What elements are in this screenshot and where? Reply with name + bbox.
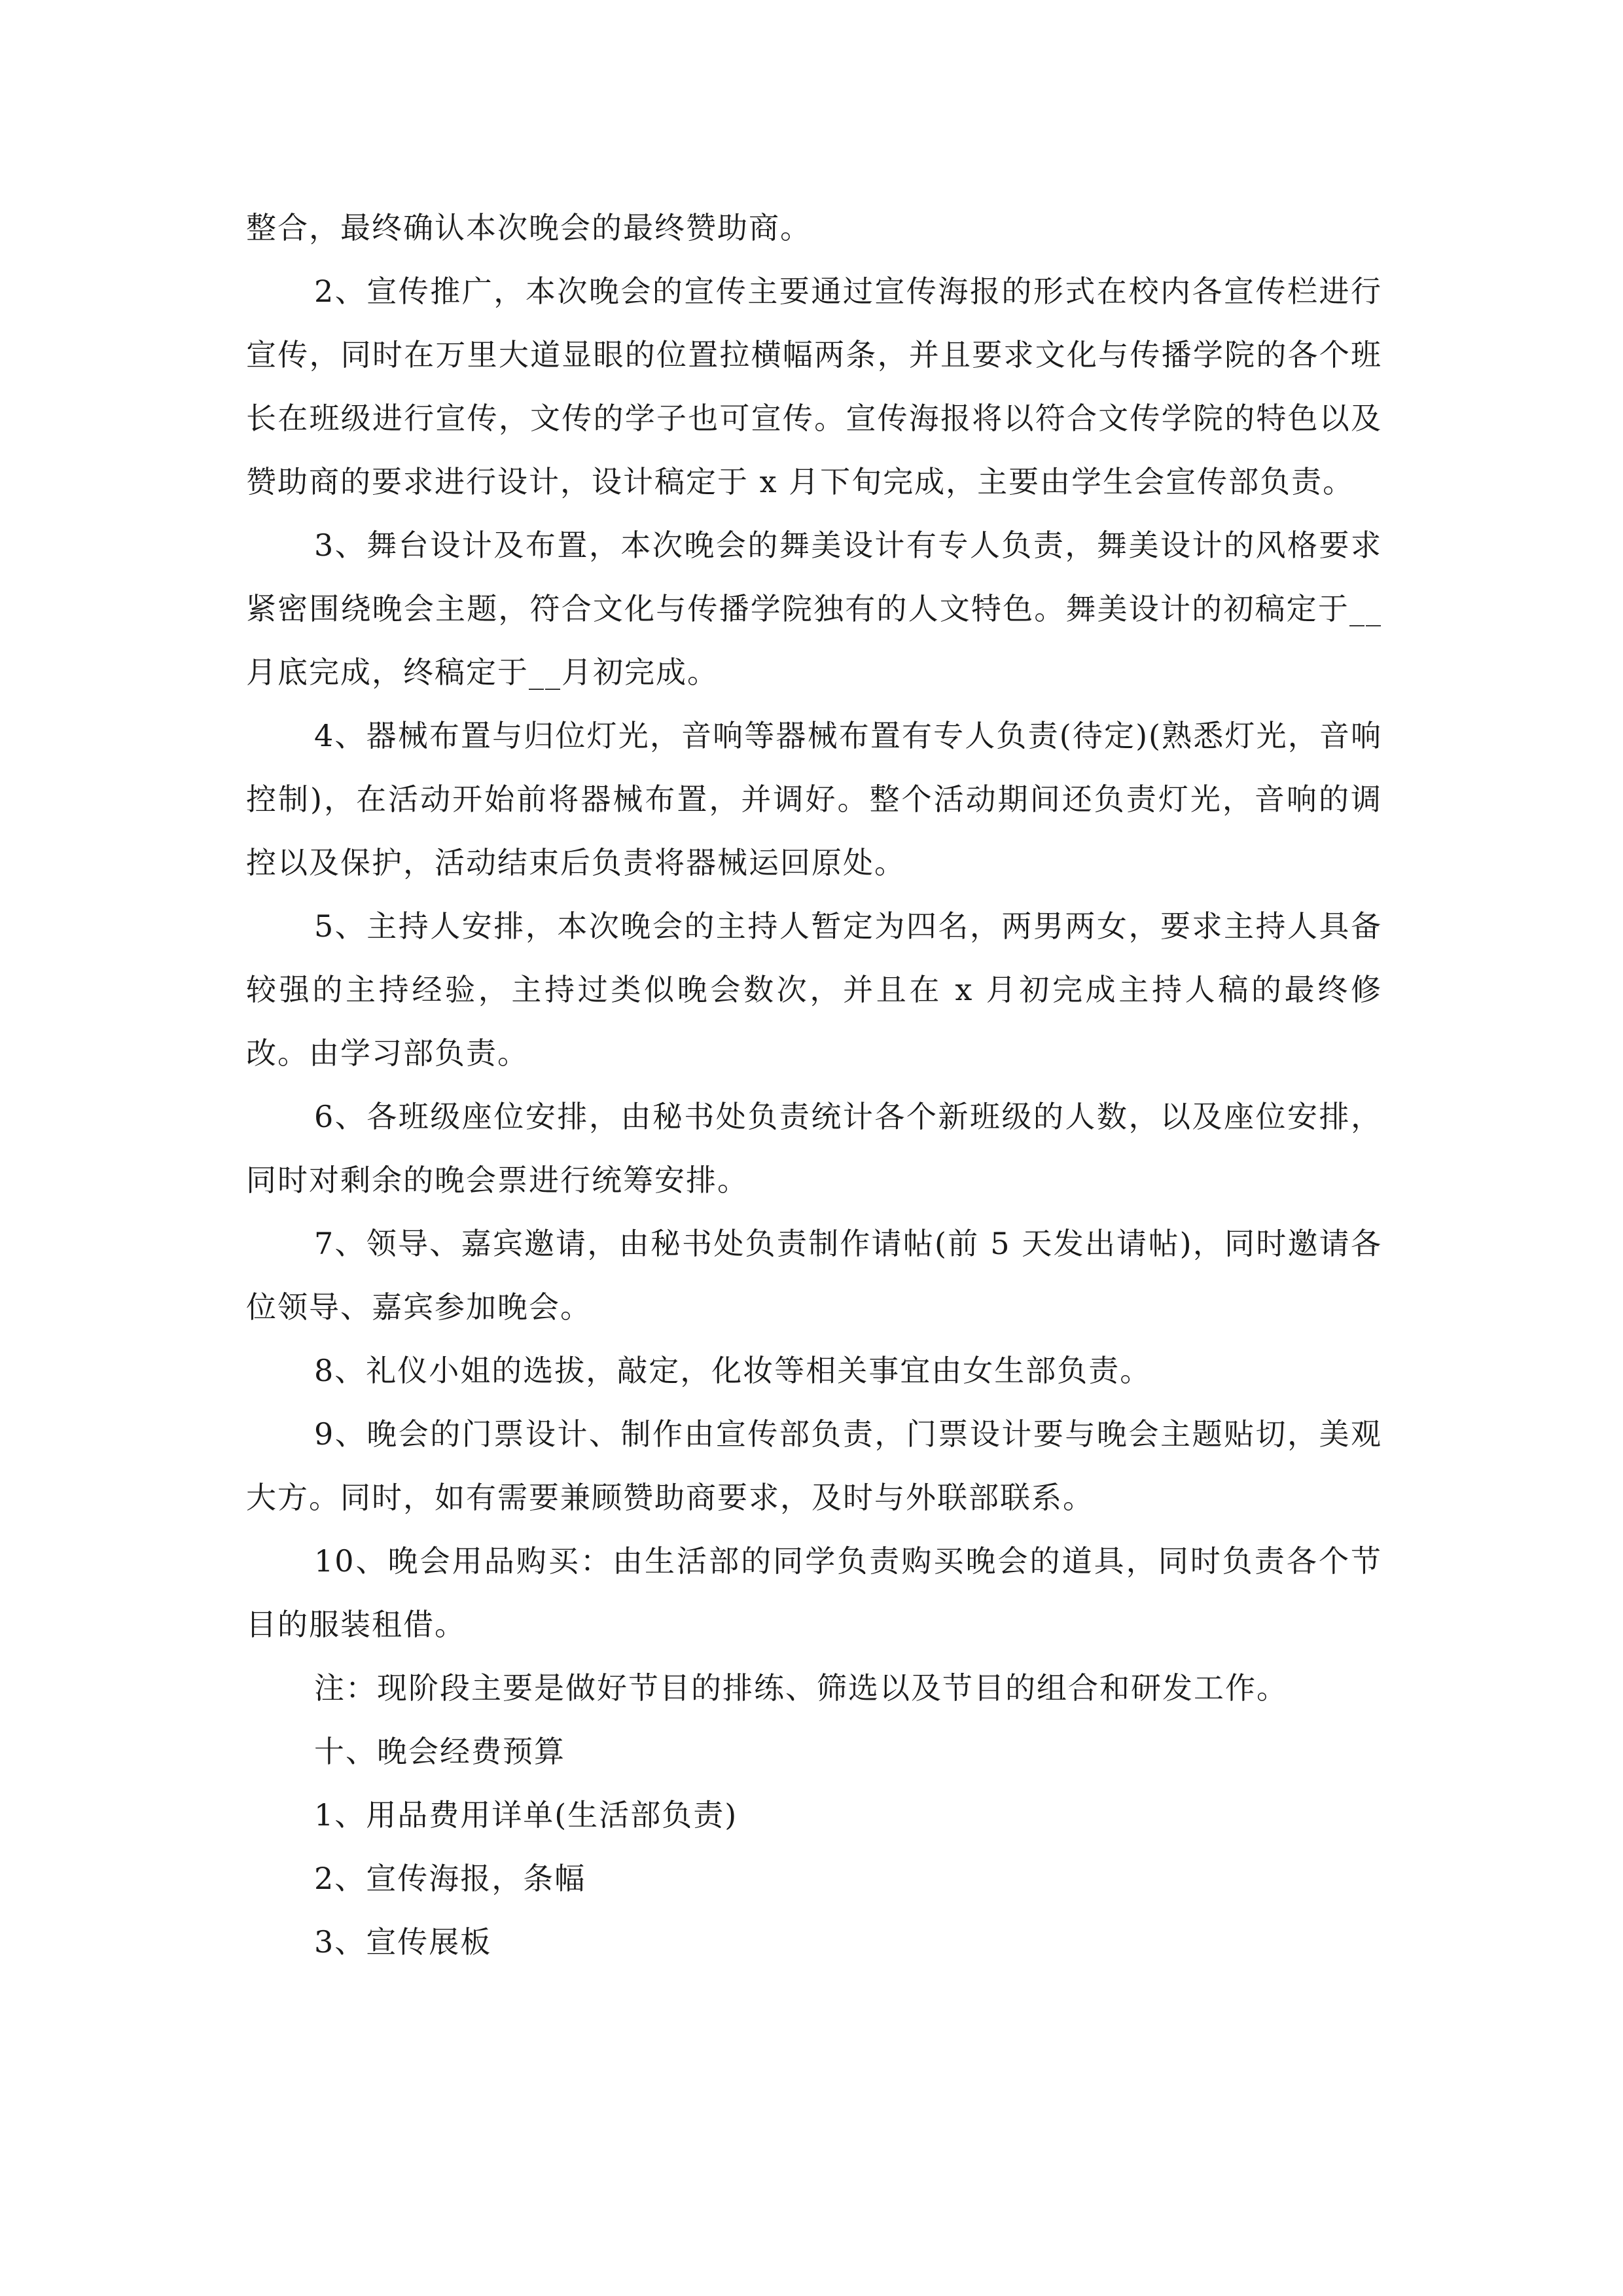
paragraph-item-6: 6、各班级座位安排，由秘书处负责统计各个新班级的人数，以及座位安排，同时对剩余的晚会票进行统筹安排。 bbox=[246, 1099, 1382, 1198]
section-heading-budget: 十、晚会经费预算 bbox=[314, 1734, 565, 1769]
paragraph-item-4: 4、器械布置与归位灯光，音响等器械布置有专人负责(待定)(熟悉灯光，音响控制)，在活动开始前将器械布置，并调好。整个活动期间还负责灯光，音响的调控以及保护，活动结束后负责将器械运回原处。 bbox=[246, 718, 1382, 880]
paragraph-item-7: 7、领导、嘉宾邀请，由秘书处负责制作请帖(前 5 天发出请帖)，同时邀请各位领导、嘉宾参加晚会。 bbox=[246, 1226, 1382, 1325]
paragraph-item-5: 5、主持人安排，本次晚会的主持人暂定为四名，两男两女，要求主持人具备较强的主持经验，主持过类似晚会数次，并且在 x 月初完成主持人稿的最终修改。由学习部负责。 bbox=[246, 908, 1382, 1071]
document-body bbox=[246, 196, 1382, 1974]
paragraph-item-2: 2、宣传推广，本次晚会的宣传主要通过宣传海报的形式在校内各宣传栏进行宣传，同时在万里大道显眼的位置拉横幅两条，并且要求文化与传播学院的各个班长在班级进行宣传，文传的学子也可宣传。宣传海报将以符合文传学院的特色以及赞助商的要求进行设计，设计稿定于 x 月下旬完成，主要由学生会宣传部负责。 bbox=[246, 274, 1382, 499]
paragraph-item-9: 9、晚会的门票设计、制作由宣传部负责，门票设计要与晚会主题贴切，美观大方。同时，如有需要兼顾赞助商要求，及时与外联部联系。 bbox=[246, 1416, 1382, 1515]
paragraph-note: 注：现阶段主要是做好节目的排练、筛选以及节目的组合和研发工作。 bbox=[314, 1670, 1288, 1706]
paragraph-continuation: 整合，最终确认本次晚会的最终赞助商。 bbox=[246, 210, 812, 245]
budget-item-3: 3、宣传展板 bbox=[314, 1924, 492, 1960]
paragraph-item-3: 3、舞台设计及布置，本次晚会的舞美设计有专人负责，舞美设计的风格要求紧密围绕晚会主题，符合文化与传播学院独有的人文特色。舞美设计的初稿定于__月底完成，终稿定于__月初完成。 bbox=[246, 528, 1382, 690]
paragraph-item-8: 8、礼仪小姐的选拔，敲定，化妆等相关事宜由女生部负责。 bbox=[314, 1353, 1152, 1388]
budget-item-2: 2、宣传海报，条幅 bbox=[314, 1861, 586, 1896]
paragraph-item-10: 10、晚会用品购买：由生活部的同学负责购买晚会的道具，同时负责各个节目的服装租借。 bbox=[246, 1543, 1382, 1642]
budget-item-1: 1、用品费用详单(生活部负责) bbox=[314, 1797, 738, 1833]
